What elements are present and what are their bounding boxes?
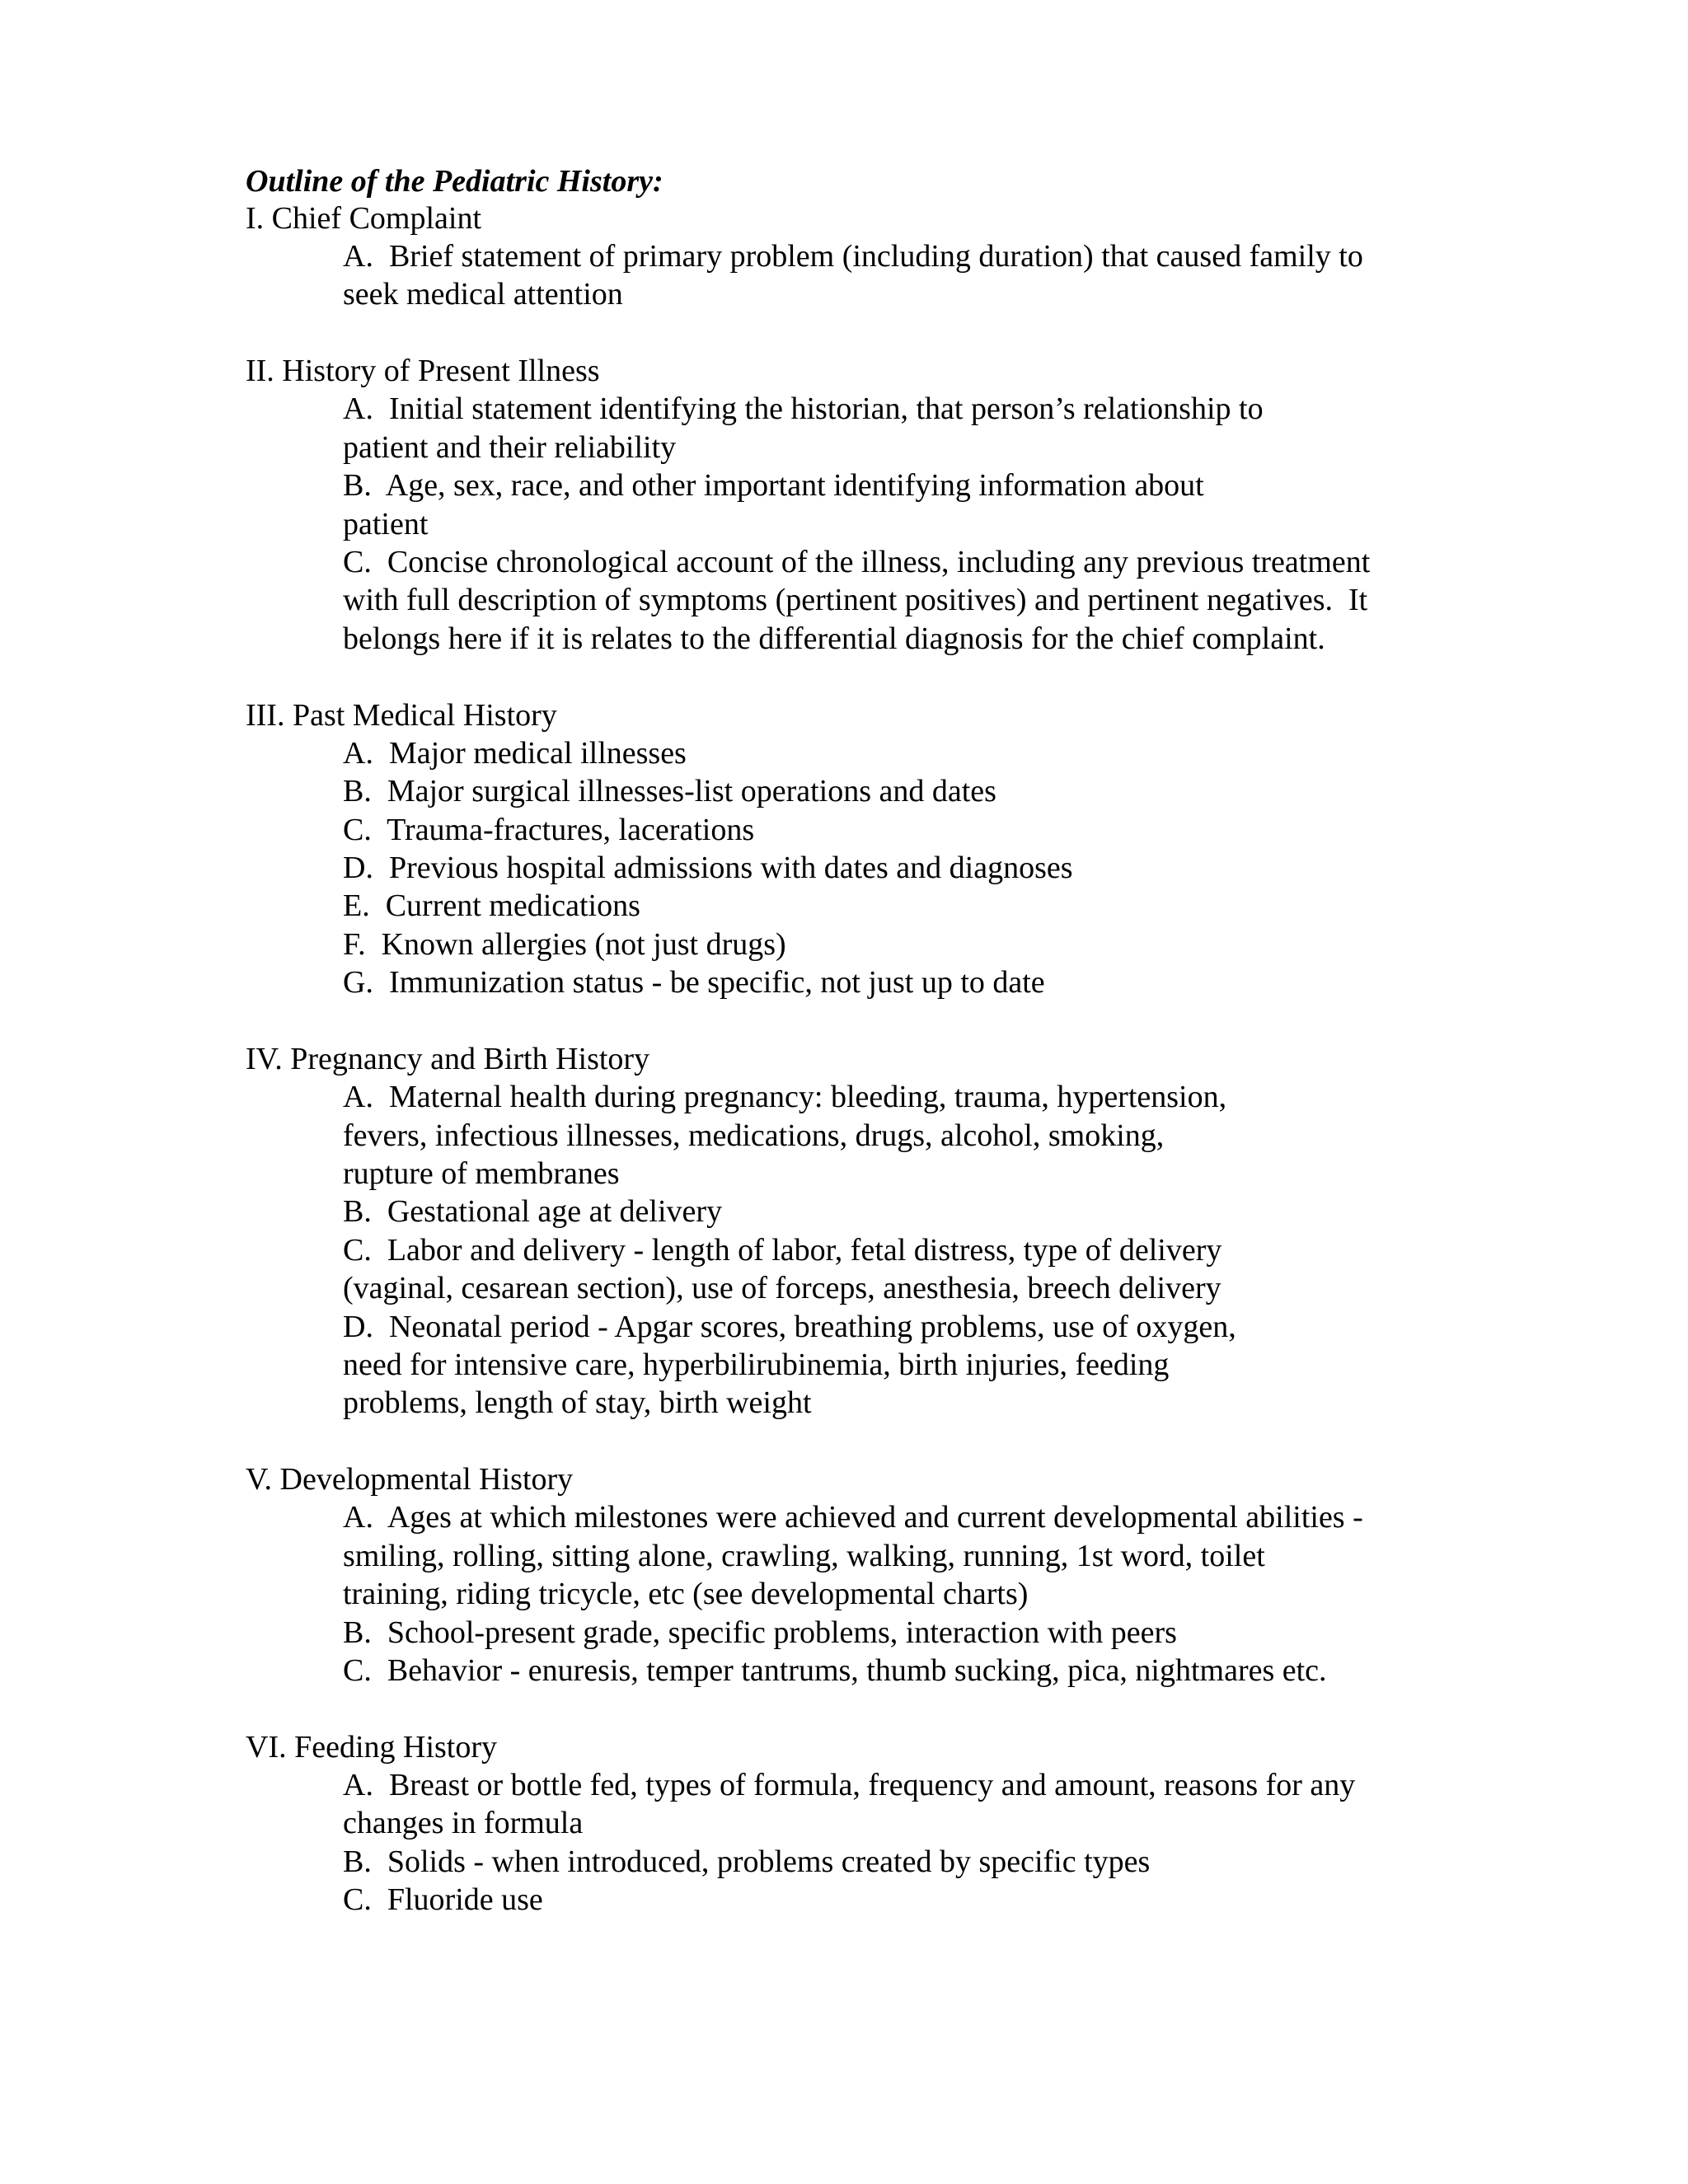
section-heading-pregnancy-and-birth-history: IV. Pregnancy and Birth History [246,1042,650,1076]
outline-line: seek medical attention [343,277,623,312]
outline-line: D. Previous hospital admissions with dates and diagnoses [343,851,1073,885]
outline-line: A. Ages at which milestones were achieved and current developmental abilities - [343,1500,1363,1535]
outline-line: patient [343,507,429,541]
outline-line: B. School-present grade, specific problems, interaction with peers [343,1615,1177,1650]
outline-line: B. Gestational age at delivery [343,1194,723,1229]
outline-line: C. Trauma-fractures, lacerations [343,813,755,847]
outline-line: C. Behavior - enuresis, temper tantrums, thumb sucking, pica, nightmares etc. [343,1653,1327,1688]
section-heading-feeding-history: VI. Feeding History [246,1730,498,1765]
outline-line: changes in formula [343,1806,584,1840]
section-heading-chief-complaint: I. Chief Complaint [246,201,482,236]
outline-line: E. Current medications [343,888,640,923]
section-heading-past-medical-history: III. Past Medical History [246,698,557,733]
outline-line: A. Brief statement of primary problem (including duration) that caused family to [343,239,1363,274]
outline-line: A. Major medical illnesses [343,736,687,771]
outline-line: A. Maternal health during pregnancy: bleeding, trauma, hypertension, [343,1080,1227,1114]
section-heading-history-of-present-illness: II. History of Present Illness [246,354,600,388]
outline-line: B. Major surgical illnesses-list operations and dates [343,774,996,808]
outline-line: smiling, rolling, sitting alone, crawling, walking, running, 1st word, toilet [343,1539,1265,1573]
outline-line: training, riding tricycle, etc (see developmental charts) [343,1577,1029,1611]
outline-line: patient and their reliability [343,430,677,465]
outline-line: fevers, infectious illnesses, medications, drugs, alcohol, smoking, [343,1118,1165,1153]
outline-line: (vaginal, cesarean section), use of forceps, anesthesia, breech delivery [343,1271,1221,1305]
outline-line: belongs here if it is relates to the differential diagnosis for the chief complaint. [343,621,1325,656]
outline-line: rupture of membranes [343,1156,620,1191]
outline-line: with full description of symptoms (pertinent positives) and pertinent negatives. It [343,583,1368,617]
outline-line: F. Known allergies (not just drugs) [343,927,786,962]
outline-line: problems, length of stay, birth weight [343,1385,812,1420]
outline-line: need for intensive care, hyperbilirubinemia, birth injuries, feeding [343,1347,1170,1382]
outline-line: B. Age, sex, race, and other important identifying information about [343,468,1204,503]
outline-line: G. Immunization status - be specific, not just up to date [343,965,1045,1000]
outline-line: A. Initial statement identifying the historian, that person’s relationship to [343,391,1264,426]
outline-line: B. Solids - when introduced, problems created by specific types [343,1844,1151,1879]
outline-line: A. Breast or bottle fed, types of formula, frequency and amount, reasons for any [343,1768,1356,1802]
outline-line: C. Concise chronological account of the illness, including any previous treatment [343,545,1371,579]
section-heading-developmental-history: V. Developmental History [246,1462,574,1497]
outline-line: C. Fluoride use [343,1882,543,1917]
outline-line: C. Labor and delivery - length of labor, fetal distress, type of delivery [343,1233,1222,1268]
document-title: Outline of the Pediatric History: [246,164,663,199]
outline-line: D. Neonatal period - Apgar scores, breathing problems, use of oxygen, [343,1310,1236,1344]
